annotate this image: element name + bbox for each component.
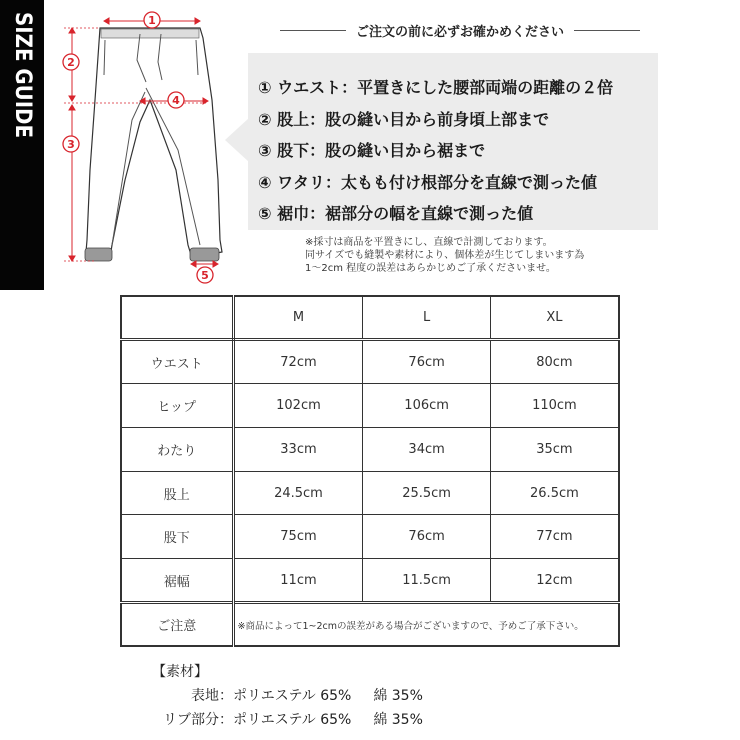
- measurement-disclaimer: [305, 236, 584, 275]
- cell-value: 34cm: [363, 427, 490, 471]
- table-row: [121, 559, 619, 603]
- table-row: [121, 384, 619, 428]
- pants-diagram: [55, 0, 245, 290]
- row-label: 股上: [121, 471, 233, 515]
- material-title: 【素材】: [152, 664, 208, 680]
- material-fabric-1: ポリエステル 65%: [233, 712, 352, 728]
- definition-hem: ⑤ 裾巾：裾部分の幅を直線で測った値: [258, 204, 534, 223]
- material-label: 表地：: [191, 688, 233, 704]
- callout-pointer: [225, 118, 249, 162]
- row-label: 股下: [121, 515, 233, 559]
- note-label: ご注意: [121, 603, 233, 647]
- disclaimer-line: 同サイズでも縫製や素材により、個体差が生じてしまいます為: [305, 250, 585, 261]
- row-label: ウエスト: [121, 340, 233, 384]
- header-corner: [121, 296, 233, 340]
- marker-3: 3: [67, 138, 75, 151]
- header-size-m: M: [233, 296, 363, 340]
- material-row-rib: [130, 708, 423, 732]
- note-text: ※商品によって1~2cmの誤差がある場合がございますので、予めご了承下さい。: [233, 603, 619, 647]
- material-section: [130, 660, 423, 732]
- table-header-row: [121, 296, 619, 340]
- definition-rise: ② 股上：股の縫い目から前身頃上部まで: [258, 109, 550, 129]
- table-row: [121, 471, 619, 515]
- cell-value: 77cm: [490, 515, 619, 559]
- marker-5: 5: [201, 269, 209, 282]
- marker-1: 1: [148, 14, 156, 27]
- cell-value: 26.5cm: [490, 471, 619, 515]
- disclaimer-line: 1〜2cm 程度の誤差はあらかじめご了承くださいませ。: [305, 263, 556, 274]
- size-guide-sidebar: [0, 0, 44, 290]
- cell-value: 110cm: [490, 384, 619, 428]
- cell-value: 35cm: [490, 427, 619, 471]
- size-table: [120, 295, 620, 647]
- table-row: [121, 515, 619, 559]
- definition-waist: ① ウエスト：平置きにした腰部両端の距離の２倍: [258, 78, 614, 97]
- cell-value: 102cm: [233, 384, 363, 428]
- row-label: 裾幅: [121, 559, 233, 603]
- material-label: リブ部分：: [163, 712, 233, 728]
- disclaimer-line: ※採寸は商品を平置きにし、直線で計測しております。: [305, 237, 553, 248]
- cell-value: 75cm: [233, 515, 363, 559]
- notice-title: ご注文の前に必ずお確かめください: [356, 24, 565, 40]
- header-divider-left: [280, 30, 346, 31]
- table-row: [121, 340, 619, 384]
- table-row: [121, 427, 619, 471]
- cell-value: 76cm: [363, 340, 490, 384]
- table-note-row: [121, 603, 619, 647]
- header-size-xl: XL: [490, 296, 619, 340]
- cell-value: 33cm: [233, 427, 363, 471]
- marker-4: 4: [172, 94, 180, 107]
- material-fabric-2: 綿 35%: [373, 712, 423, 728]
- cell-value: 12cm: [490, 559, 619, 603]
- measurement-definitions: [258, 72, 613, 230]
- cell-value: 11.5cm: [363, 559, 490, 603]
- material-row-shell: [130, 684, 423, 708]
- definition-thigh: ④ ワタリ：太もも付け根部分を直線で測った値: [258, 172, 597, 192]
- cell-value: 24.5cm: [233, 471, 363, 515]
- cell-value: 106cm: [363, 384, 490, 428]
- material-fabric-1: ポリエステル 65%: [233, 688, 352, 704]
- row-label: わたり: [121, 427, 233, 471]
- row-label: ヒップ: [121, 384, 233, 428]
- header-size-l: L: [363, 296, 490, 340]
- cell-value: 25.5cm: [363, 471, 490, 515]
- marker-2: 2: [67, 56, 75, 69]
- header-divider-right: [574, 30, 640, 31]
- notice-header: [280, 18, 640, 42]
- cell-value: 80cm: [490, 340, 619, 384]
- definition-inseam: ③ 股下：股の縫い目から裾まで: [258, 141, 486, 160]
- size-guide-label: SIZE GUIDE: [10, 12, 35, 139]
- cell-value: 76cm: [363, 515, 490, 559]
- cell-value: 72cm: [233, 340, 363, 384]
- cell-value: 11cm: [233, 559, 363, 603]
- material-fabric-2: 綿 35%: [373, 688, 423, 704]
